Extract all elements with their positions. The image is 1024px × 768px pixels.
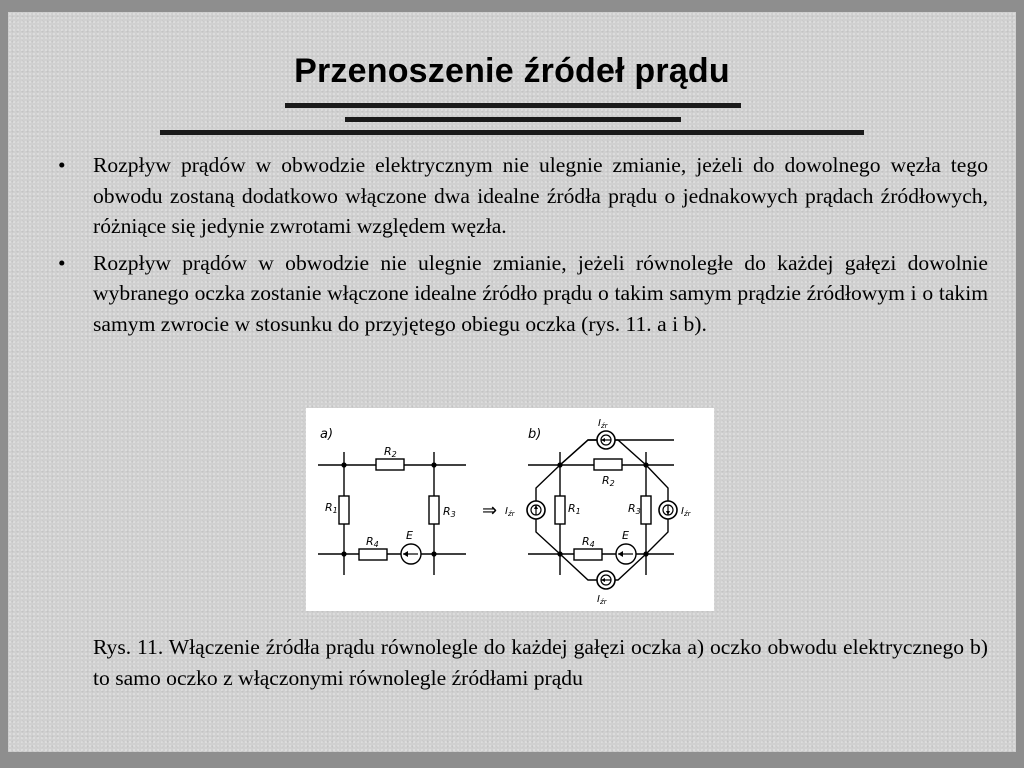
resistor-r1-a — [339, 496, 349, 524]
label-r2-a: R2 — [384, 445, 397, 459]
circuit-diagram — [306, 408, 714, 611]
resistor-r4-b — [574, 549, 602, 560]
label-r4-b: R4 — [582, 535, 595, 549]
label-r1-b: R1 — [568, 502, 581, 516]
resistor-r2-b — [594, 459, 622, 470]
label-e-b: E — [622, 529, 629, 542]
label-izr-right: $I_{źr}$ — [681, 506, 691, 518]
label-r4-a: R4 — [366, 535, 379, 549]
label-e-a: E — [406, 529, 413, 542]
bullet-symbol: • — [58, 250, 66, 275]
slide-title: Przenoszenie źródeł prądu — [294, 52, 730, 90]
transform-arrow-icon: ⇒ — [482, 500, 498, 521]
figure-caption: Rys. 11. Włączenie źródła prądu równolegle do każdej gałęzi oczka a) oczko obwodu elektrycznego b) to samo oczko z włączonymi równolegle źródłami prądu — [93, 635, 988, 690]
panel-b-label: b) — [528, 427, 542, 442]
resistor-r1-b — [555, 496, 565, 524]
label-izr-left: $I_{źr}$ — [505, 506, 515, 518]
current-source-left-icon — [527, 501, 545, 519]
resistor-r3-a — [429, 496, 439, 524]
bullet-item — [58, 150, 988, 242]
bullet-list — [58, 150, 988, 345]
node-dots-a — [341, 462, 436, 556]
bullet-symbol: • — [58, 153, 66, 177]
circuit-figure — [306, 408, 714, 611]
label-r3-a: R3 — [443, 505, 456, 519]
resistor-r2-a — [376, 459, 404, 470]
label-r2-b: R2 — [602, 474, 615, 488]
current-source-right-icon — [659, 501, 677, 519]
title-rule-bottom — [160, 130, 864, 135]
current-source-bottom-icon — [597, 571, 615, 589]
title-rule-middle — [345, 117, 681, 122]
panel-a-label: a) — [320, 427, 334, 442]
label-r1-a: R1 — [325, 501, 338, 515]
label-izr-top: $I_{źr}$ — [598, 418, 608, 430]
label-izr-bottom: $I_{źr}$ — [597, 594, 607, 606]
resistor-r3-b — [641, 496, 651, 524]
label-r3-b: R3 — [628, 502, 641, 516]
bullet-text: Rozpływ prądów w obwodzie elektrycznym nie ulegnie zmianie, jeżeli do dowolnego węzła tego obwodu zostaną dodatkowo włączone dwa idealne źródła prądu o jednakowych prądach źródłowych, różniące się jedynie zwrotami względem węzła. — [93, 153, 988, 238]
bullet-text: Rozpływ prądów w obwodzie nie ulegnie zmianie, jeżeli równoległe do każdej gałęzi dowolnie wybranego oczka zostanie włączone idealne źródło prądu o takim samym prądzie źródłowym i o takim samym zwrocie w stosunku do przyjętego obiegu oczka (rys. 11. a i b). — [93, 250, 988, 336]
bullet-item — [58, 248, 988, 340]
title-rule-top — [285, 103, 741, 108]
resistor-r4-a — [359, 549, 387, 560]
current-source-top-icon — [597, 431, 615, 449]
